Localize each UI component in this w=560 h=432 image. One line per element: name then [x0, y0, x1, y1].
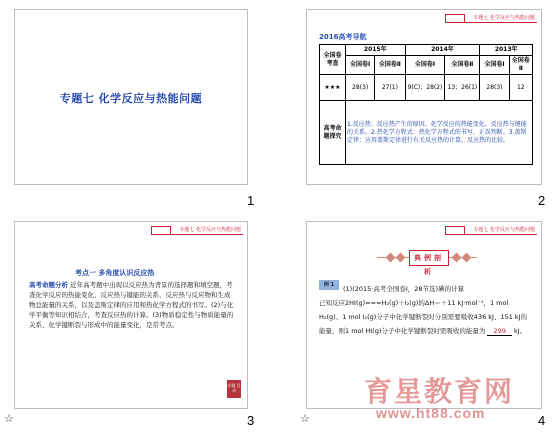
table-cell: 28(3)	[480, 75, 509, 101]
diamond-icon	[396, 253, 406, 263]
year-header: 2014年	[405, 45, 480, 56]
diamond-icon	[462, 253, 472, 263]
problem-line-1: (1)(2015·高考全国卷Ⅰ，28节选)碘的计算	[343, 285, 465, 293]
star-icon[interactable]: ☆	[300, 412, 310, 425]
banner-label: 典例剖析	[409, 250, 449, 266]
exam-guide-title: 2016高考导航	[319, 33, 367, 41]
star-icon[interactable]: ☆	[4, 412, 14, 425]
problem-line-2: 已知反应2HI(g)===H₂(g)＋I₂(g)的ΔH＝＋11 kJ·mol⁻¹，1 mol H₂(g)、1 mol I₂(g)分子中化学键断裂时分别需要吸收436 kJ、151 kJ的能量，则1 mol HI(g)分子中化学键断裂时需吸收的能量为	[319, 299, 528, 335]
answer-blank: 299	[487, 327, 511, 336]
diamond-icon	[386, 253, 396, 263]
slide-header: 专题七 化学反应与热能问题	[445, 14, 537, 23]
slide-number-3: 3	[247, 413, 255, 428]
paper-header: 全国卷Ⅱ	[375, 56, 405, 75]
section-lead: 高考命题分析	[29, 281, 68, 289]
slide-header: 专题七 化学反应与热能问题	[151, 226, 243, 235]
table-cell: 27(1)	[375, 75, 405, 101]
paper-header: 全国卷Ⅱ	[509, 56, 532, 75]
year-header: 2013年	[480, 45, 533, 56]
diamond-icon	[452, 253, 462, 263]
section-body	[29, 280, 235, 330]
example-tag: 例 1	[319, 280, 339, 290]
table-cell: 13；26(1)	[445, 75, 480, 101]
answer-unit: kJ。	[513, 327, 527, 335]
slide-thumbnail-3[interactable]	[14, 221, 248, 409]
table-cell: 28(3)	[346, 75, 375, 101]
paper-header: 全国卷Ⅱ	[445, 56, 480, 75]
watermark-url: www.ht88.com	[376, 405, 486, 421]
analysis-text: 1.反应热：反应热产生的原因、化学反应的热能变化、反应热与键能的关系。2.热化学方程式：热化学方程式的书写、正误判断。3.盖斯定律：应用盖斯定律进行有关反应热的计算，反应热的比较。	[346, 101, 533, 165]
rating-stars: ★★★	[320, 75, 346, 101]
year-header: 2015年	[346, 45, 406, 56]
paper-header: 全国卷Ⅰ	[346, 56, 375, 75]
section-text: 近年高考题中出现以反应热为背景的选择题和填空题，考查化学反应的热能变化、反应热与键能的关系、反应热与反应物和生成物总能量的关系，以及盖斯定律的应用和热化学方程式的书写。(2)与化学平衡等知识相结合，考查反应热的计算。(3)物质稳定性与物质能量的关系、化学键断裂与形成中的能量变化，是常考点。	[29, 281, 234, 329]
slide-number-1: 1	[247, 193, 255, 208]
table-cell: 12	[509, 75, 532, 101]
slide-number-2: 2	[538, 193, 546, 208]
example-banner	[377, 250, 477, 276]
slide-title: 专题七 化学反应与热能问题	[59, 92, 203, 105]
paper-header: 全国卷Ⅰ	[405, 56, 445, 75]
watermark-brand: 育星教育网	[364, 375, 515, 408]
slide-number-4: 4	[538, 413, 546, 428]
catalog-badge[interactable]: 专题 目录	[227, 380, 241, 398]
problem-text	[319, 282, 533, 338]
paper-header: 全国卷Ⅰ	[480, 56, 509, 75]
exam-table	[319, 44, 533, 165]
section-title: 考点一 多角度认识反应热	[75, 269, 155, 277]
table-row-header: 全国卷考查	[320, 45, 346, 75]
slide-thumbnail-1[interactable]	[14, 9, 248, 185]
table-cell: 9(C)；28(2)	[405, 75, 445, 101]
analysis-label: 高考命题探究	[320, 101, 346, 165]
slide-header: 专题七 化学反应与热能问题	[445, 226, 537, 235]
slide-thumbnail-2[interactable]	[306, 9, 542, 185]
